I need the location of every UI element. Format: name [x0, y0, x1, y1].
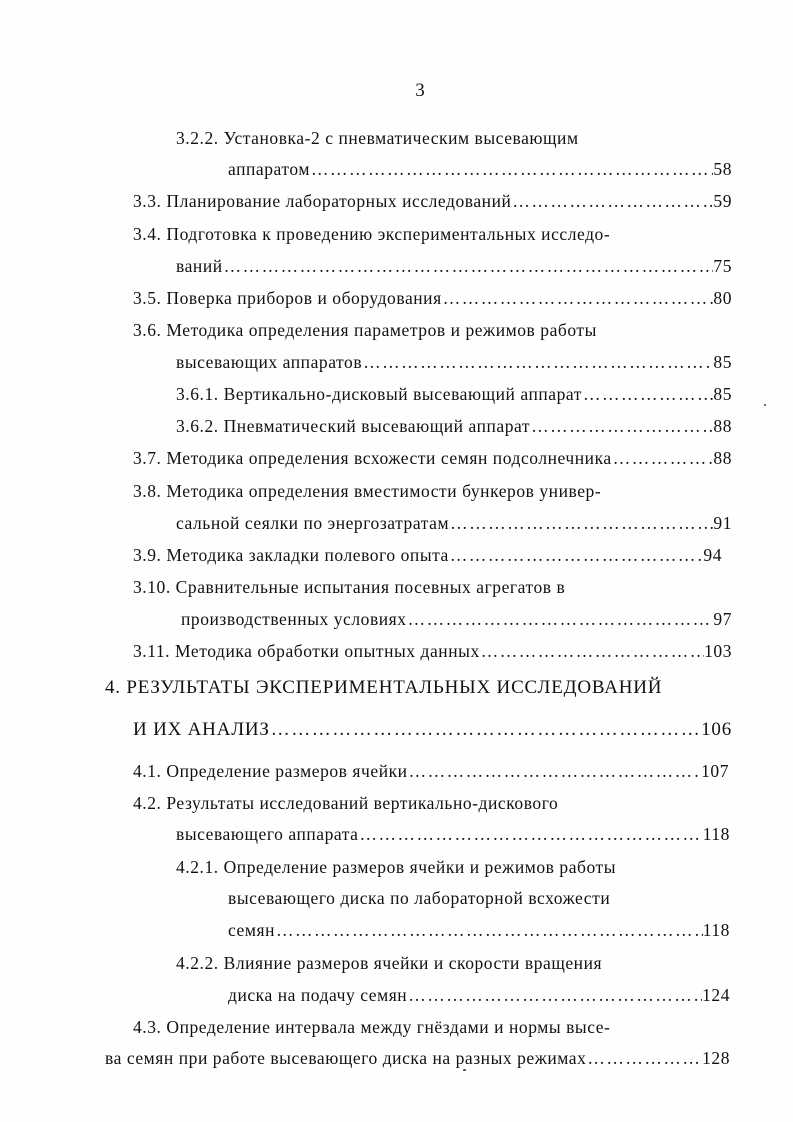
leader-dots — [270, 718, 701, 742]
toc-entry-3-6-line2 — [176, 350, 732, 374]
toc-entry-4-2-1-line3 — [228, 918, 730, 942]
leader-dots — [449, 511, 713, 535]
toc-entry-text: 3.3. Планирование лабораторных исследований — [133, 191, 512, 211]
leader-dots — [223, 254, 714, 278]
leader-dots — [480, 639, 704, 663]
toc-page-number: 91 — [713, 513, 732, 533]
toc-entry-text: 3.6.1. Вертикально-дисковый высевающий аппарат — [176, 384, 582, 404]
toc-entry-4-2-line2 — [176, 822, 730, 846]
toc-page-number: 118 — [702, 824, 730, 844]
toc-page-number: 94 — [703, 545, 722, 565]
toc-entry-3-6-2 — [176, 414, 732, 438]
toc-entry-3-10-line2 — [181, 607, 732, 631]
toc-page-number: 118 — [702, 920, 730, 940]
leader-dots — [530, 414, 713, 438]
scan-speck — [764, 404, 766, 406]
toc-entry-text: ва семян при работе высевающего диска на разных режимах — [105, 1048, 587, 1068]
leader-dots — [511, 189, 713, 213]
toc-entry-3-7 — [133, 446, 732, 470]
leader-dots — [407, 607, 714, 631]
toc-entry-text: производственных условиях — [181, 609, 407, 629]
toc-entry-3-4-line2 — [176, 254, 732, 278]
scan-speck — [463, 1069, 466, 1071]
toc-entry-text: сальной сеялки по энергозатратам — [176, 513, 450, 533]
toc-page-number: 106 — [701, 719, 732, 740]
toc-page-number: 85 — [713, 352, 732, 372]
leader-dots — [408, 759, 702, 783]
leader-dots — [407, 983, 702, 1007]
toc-entry-4-2-1-line1: 4.2.1. Определение размеров ячейки и режимов работы — [176, 857, 617, 877]
toc-entry-3-4-line1: 3.4. Подготовка к проведению экспериментальных исследо- — [133, 224, 611, 244]
toc-entry-3-8-line2 — [176, 511, 732, 535]
toc-entry-4-2-2-line2 — [228, 983, 730, 1007]
toc-entry-text: 3.6.2. Пневматический высевающий аппарат — [176, 416, 531, 436]
toc-page-number: 97 — [713, 609, 732, 629]
toc-entry-3-5 — [133, 286, 732, 310]
toc-page-number: 75 — [713, 256, 732, 276]
toc-entry-text: 3.5. Поверка приборов и оборудования — [133, 288, 442, 308]
toc-entry-3-10-line1: 3.10. Сравнительные испытания посевных агрегатов в — [133, 577, 566, 597]
leader-dots — [586, 1046, 702, 1070]
toc-entry-text: 3.9. Методика закладки полевого опыта — [133, 545, 449, 565]
leader-dots — [449, 543, 704, 567]
leader-dots — [582, 382, 713, 406]
toc-entry-text: семян — [228, 920, 275, 940]
leader-dots — [362, 350, 713, 374]
toc-entry-3-3 — [133, 189, 732, 213]
leader-dots — [275, 918, 703, 942]
toc-page-number: 59 — [713, 191, 732, 211]
toc-entry-text: 4.1. Определение размеров ячейки — [133, 761, 408, 781]
toc-entry-4-2-1-line2: высевающего диска по лабораторной всхожести — [228, 888, 611, 908]
toc-page-number: 88 — [713, 416, 732, 436]
toc-entry-4-3-line1: 4.3. Определение интервала между гнёздами и нормы высе- — [133, 1017, 611, 1037]
toc-entry-text: 3.11. Методика обработки опытных данных — [133, 641, 480, 661]
toc-chapter-4-line1: 4. РЕЗУЛЬТАТЫ ЭКСПЕРИМЕНТАЛЬНЫХ ИССЛЕДОВАНИЙ — [105, 677, 663, 698]
toc-entry-3-6-1 — [176, 382, 732, 406]
toc-page-number: 58 — [713, 159, 732, 179]
toc-entry-4-1 — [133, 759, 729, 783]
toc-entry-text: диска на подачу семян — [228, 985, 408, 1005]
toc-page-number: 103 — [704, 641, 732, 661]
leader-dots — [358, 822, 702, 846]
toc-entry-text: высевающего аппарата — [176, 824, 359, 844]
toc-entry-3-11 — [133, 639, 732, 663]
toc-entry-4-2-line1: 4.2. Результаты исследований вертикально-дискового — [133, 793, 559, 813]
toc-entry-3-9 — [133, 543, 722, 567]
toc-entry-3-6-line1: 3.6. Методика определения параметров и режимов работы — [133, 320, 597, 340]
toc-entry-text: И ИХ АНАЛИЗ — [133, 719, 270, 740]
leader-dots — [442, 286, 714, 310]
toc-entry-text: ваний — [176, 256, 223, 276]
toc-entry-3-2-2-line2 — [228, 157, 732, 181]
toc-page-number: 124 — [702, 985, 730, 1005]
toc-entry-3-2-2-line1: 3.2.2. Установка-2 с пневматическим высевающим — [176, 128, 579, 148]
toc-page-number: 80 — [713, 288, 732, 308]
leader-dots — [612, 446, 714, 470]
toc-page-number: 107 — [701, 761, 729, 781]
toc-entry-text: высевающих аппаратов — [176, 352, 363, 372]
page-number: 3 — [415, 80, 425, 101]
toc-entry-text: аппаратом — [228, 159, 310, 179]
toc-page-number: 88 — [713, 448, 732, 468]
leader-dots — [310, 157, 713, 181]
toc-entry-4-2-2-line1: 4.2.2. Влияние размеров ячейки и скорости вращения — [176, 953, 603, 973]
toc-page-number: 85 — [713, 384, 732, 404]
toc-entry-text: 3.7. Методика определения всхожести семян подсолнечника — [133, 448, 612, 468]
toc-entry-3-8-line1: 3.8. Методика определения вместимости бункеров универ- — [133, 481, 602, 501]
toc-entry-4-3-line2 — [105, 1046, 730, 1070]
toc-chapter-4-line2 — [133, 718, 732, 742]
toc-page-number: 128 — [702, 1048, 730, 1068]
